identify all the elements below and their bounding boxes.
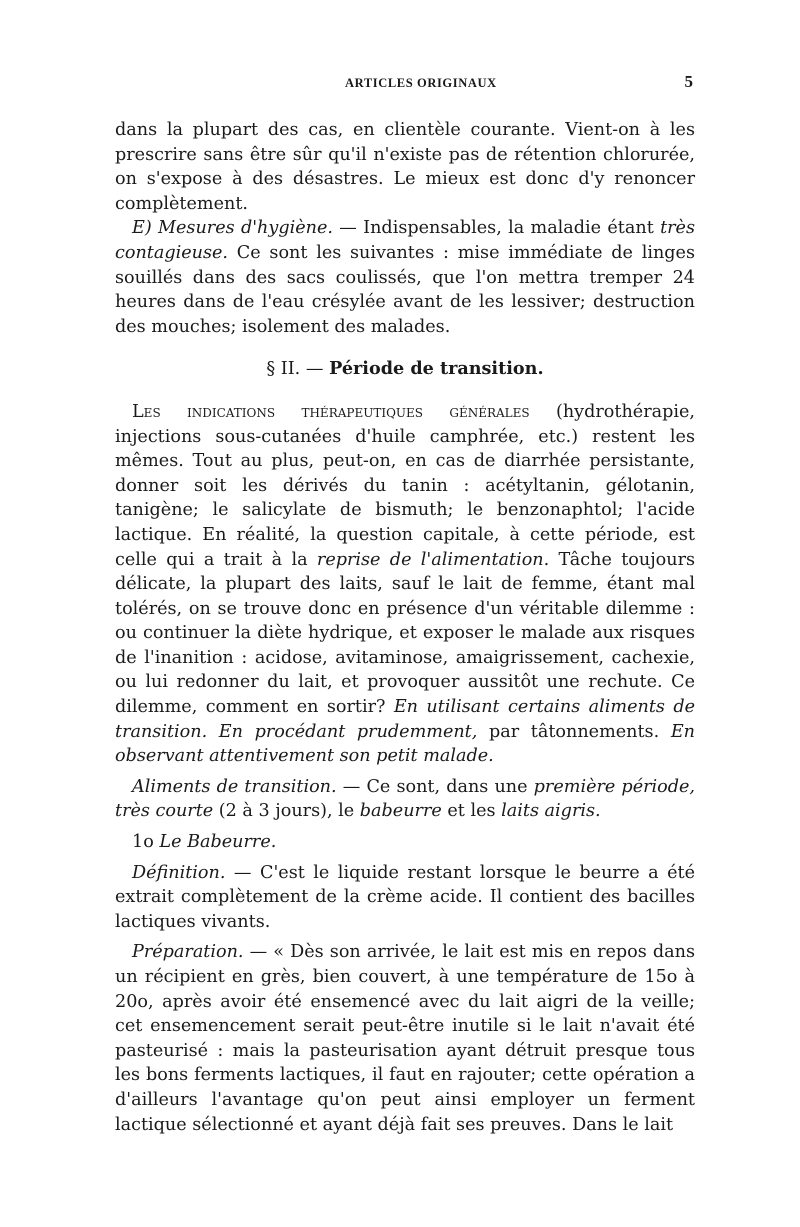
paragraph-text: — C'est le liquide restant lorsque le beurre a été extrait complètement de la crème acide. Il contient des bacilles lactiques vivants. — [115, 862, 695, 932]
subsection-label: Préparation. — [132, 942, 244, 963]
paragraph-text: — « Dès son arrivée, le lait est mis en repos dans un récipient en grès, bien couvert, à une température de 15o à 20o, après avoir été ensemencé avec du lait aigri de la veille; cet ensemencement serait peut-être inutile si le lait n'avait été pasteurisé : mais la pasteurisation ayant détruit presque tous les bons ferments lactiques, il faut en rajouter; cette opération a d'ailleurs l'avantage qu'on peut ainsi employer un ferment lactique sélectionné et ayant déjà fait ses preuves. Dans le lait — [115, 942, 695, 1135]
section-number: § II. — — [266, 359, 330, 380]
book-page — [115, 72, 695, 1137]
paragraph-continued — [115, 118, 695, 216]
item-number: 1o — [132, 832, 160, 853]
emphasis-text: très contagieuse. — [115, 218, 695, 263]
paragraph-text: par tâtonnements. — [477, 721, 671, 742]
emphasis-text: reprise de l'alimentation. — [316, 549, 550, 570]
running-head: ARTICLES ORIGINAUX — [345, 76, 497, 90]
paragraph-text: — Ce sont, dans une — [336, 776, 534, 797]
paragraph-text: (2 à 3 jours), le — [213, 801, 360, 822]
page-header — [115, 72, 695, 98]
emphasis-text: première période, très courte — [115, 776, 696, 822]
subsection-label: E) Mesures d'hygiène. — [132, 218, 333, 239]
paragraph-indications — [115, 400, 695, 769]
subsection-label: Aliments de transition. — [132, 776, 337, 797]
paragraph-text: — Indispensables, la maladie étant — [332, 218, 661, 239]
page-number: 5 — [684, 72, 693, 91]
section-heading — [115, 357, 695, 382]
paragraph-hygiene — [115, 216, 695, 339]
paragraph-text: et les — [441, 801, 502, 822]
paragraph-text: Tâche toujours délicate, la plupart des laits, sauf le lait de femme, étant mal tolérés, on se trouve donc en présence d'un véritable dilemme : ou continuer la diète hydrique, et exposer le malade aux risques de l'inanition : acidose, avitaminose, amaigrissement, cachexie, ou lui redonner du lait, et provoquer aussitôt une rechute. Ce dilemme, comment en sortir? — [115, 549, 696, 718]
paragraph-preparation — [115, 940, 695, 1137]
emphasis-text: babeurre — [359, 801, 442, 822]
paragraph-text: (hydrothérapie, injections sous-cutanées d'huile camphrée, etc.) restent les mêmes. Tout au plus, peut-on, en cas de diarrhée persistante, donner soit les dérivés du tanin : acétyltanin, gélotanin, tanigène; le salicylate de bismuth; le benzonaphtol; l'acide lactique. En réalité, la question capitale, à cette période, est celle qui a trait à la — [115, 401, 695, 570]
lead-words: Les indications thérapeutiques générales — [132, 401, 530, 422]
subsection-label: Définition. — [132, 862, 226, 883]
paragraph-text: Ce sont les suivantes : mise immédiate de linges souillés dans des sacs coulissés, que l'on mettra tremper 24 heures dans de l'eau crésylée avant de les lessiver; destruction des mouches; isolement des malades. — [115, 242, 695, 337]
item-title: Le Babeurre. — [159, 832, 277, 853]
section-title: Période de transition. — [329, 358, 544, 380]
emphasis-text: En utilisant certains aliments de transition. En procédant prudemment, — [115, 697, 695, 742]
page-body — [115, 118, 695, 1137]
emphasis-text: En observant attentivement son petit malade. — [115, 721, 695, 767]
paragraph-transition-foods — [115, 775, 695, 824]
subheading-babeurre — [115, 830, 695, 855]
emphasis-text: laits aigris. — [501, 801, 601, 822]
paragraph-definition — [115, 861, 695, 935]
paragraph-text: dans la plupart des cas, en clientèle courante. Vient-on à les prescrire sans être sûr qu'il n'existe pas de rétention chlorurée, on s'expose à des désastres. Le mieux est donc d'y renoncer complètement. — [115, 120, 695, 214]
